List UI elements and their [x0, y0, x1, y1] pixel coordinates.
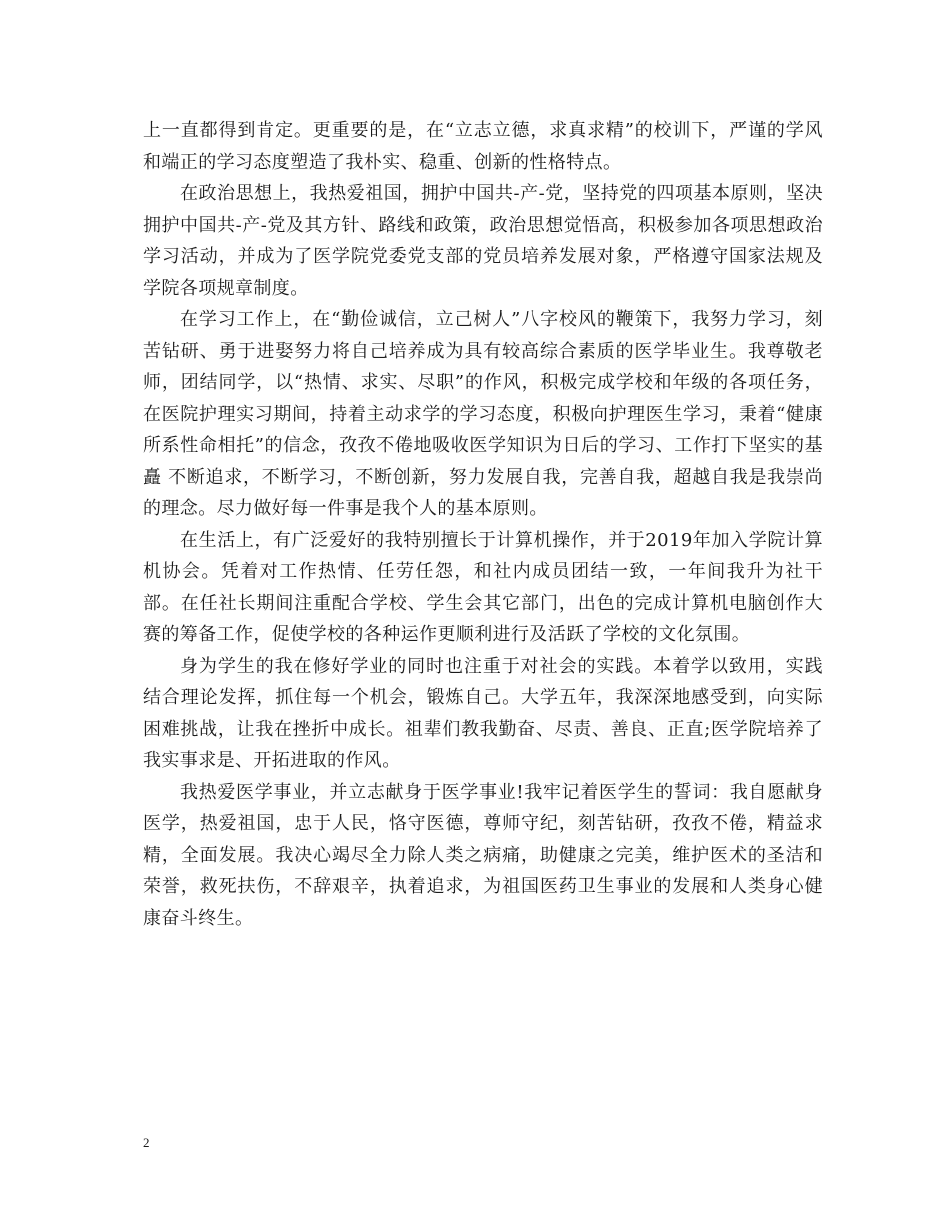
- document-body: [143, 115, 823, 934]
- paragraph-study-work: 在学习工作上，在“勤俭诚信，立己树人”八字校风的鞭策下，我努力学习，刻苦钻研、勇于进娶努力将自己培养成为具有较高综合素质的医学毕业生。我尊敬老师，团结同学，以“热情、求实、尽职”的作风，积极完成学校和年级的各项任务，在医院护理实习期间，持着主动求学的学习态度，积极向护理医生学习，秉着“健康所系性命相托”的信念，孜孜不倦地吸收医学知识为日后的学习、工作打下坚实的基矗 不断追求，不断学习，不断创新，努力发展自我，完善自我，超越自我是我崇尚的理念。尽力做好每一件事是我个人的基本原则。: [143, 309, 823, 519]
- paragraph-life: 在生活上，有广泛爱好的我特别擅长于计算机操作，并于2019年加入学院计算机协会。凭着对工作热情、任劳任怨，和社内成员团结一致，一年间我升为社干部。在任社长期间注重配合学校、学生会其它部门，出色的完成计算机电脑创作大赛的筹备工作，促使学校的各种运作更顺利进行及活跃了学校的文化氛围。: [143, 529, 823, 645]
- paragraph-continuation: 上一直都得到肯定。更重要的是，在“立志立德，求真求精”的校训下，严谨的学风和端正的学习态度塑造了我朴实、稳重、创新的性格特点。: [143, 120, 823, 173]
- page-number: 2: [143, 1135, 150, 1150]
- paragraph-medical-career: 我热爱医学事业，并立志献身于医学事业!我牢记着医学生的誓词：我自愿献身医学，热爱祖国，忠于人民，恪守医德，尊师守纪，刻苦钻研，孜孜不倦，精益求精，全面发展。我决心竭尽全力除人类之病痛，助健康之完美，维护医术的圣洁和荣誉，救死扶伤，不辞艰辛，执着追求，为祖国医药卫生事业的发展和人类身心健康奋斗终生。: [143, 781, 823, 929]
- paragraph-social-practice: 身为学生的我在修好学业的同时也注重于对社会的实践。本着学以致用，实践结合理论发挥，抓住每一个机会，锻炼自己。大学五年，我深深地感受到，向实际困难挑战，让我在挫折中成长。祖辈们教我勤奋、尽责、善良、正直;医学院培养了我实事求是、开拓进取的作风。: [143, 655, 823, 771]
- paragraph-political-thought: 在政治思想上，我热爱祖国，拥护中国共-产-党，坚持党的四项基本原则，坚决拥护中国共-产-党及其方针、路线和政策，政治思想觉悟高，积极参加各项思想政治学习活动，并成为了医学院党委党支部的党员培养发展对象，严格遵守国家法规及学院各项规章制度。: [143, 183, 823, 299]
